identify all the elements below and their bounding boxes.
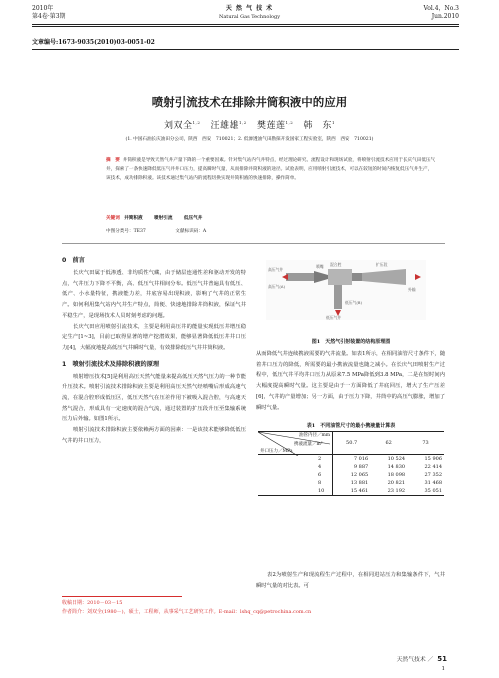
table-cell: 2 — [258, 455, 333, 464]
header-volume: 第4卷·第3期 — [32, 13, 66, 20]
abstract-rule — [62, 243, 445, 244]
table-cell: 10 524 — [387, 456, 406, 462]
table-cell: 23 192 — [387, 488, 406, 494]
keyword-2: 喷射引流 — [154, 216, 173, 221]
table-col-1: 50.7 — [346, 439, 358, 446]
author-1: 刘双全$^{1,2}$ — [163, 120, 201, 131]
footnote-received: 收稿日期：2010－03－15 — [62, 600, 123, 606]
header-rule-top — [32, 24, 459, 25]
table-row — [258, 463, 444, 471]
section-0-paragraph-2: 长庆气田应用喷射引流技术，主要是利用高压井的能量实现低压井增压稳定生产[1~3]，目前已取得显著的增产挖潜效果，能够显著降低低压井井口压力[4]，大幅度地提高低压气井瞬时气量，有效排除低压气井井筒积液。 — [62, 323, 246, 351]
fig-label-out: 外输 — [408, 287, 416, 292]
footnote-rule — [62, 596, 182, 597]
abstract-text: 井筒积液是导致天然气井产量下降的一个重要因素。针对集气站内气井特点，经过理论研究、流程设计和现场试验，将喷射引流技术应用于长庆气田低压气井，探索了一条快速降低低压气井井口压力，提高瞬时气量，从而排除井筒积液的途径。试验表明，应用喷射引流技术，可以在较短的时间内恢复低压气井生产，该技术，成功排除积液。该技术通过集气站内的流程切换实现井筒积液的快速排除，操作简单。 — [106, 158, 436, 182]
right-paragraph-2: 表2为喷射生产和现流程生产过程中，在相同进站压力和集输条件下，气井瞬时气量的对比表。可 — [256, 572, 445, 589]
table-row — [258, 487, 444, 496]
article-rule — [32, 49, 459, 50]
affiliation: (1. 中国石油长庆油田分公司，陕西 西安 710021；2. 低渗透油气田勘探开发国家工程实验室，陕西 西安 710021) — [125, 137, 374, 142]
table-cell: 9 887 — [353, 464, 369, 470]
author-list — [0, 118, 499, 131]
clc-number: 中图分类号：TE37 — [106, 229, 146, 234]
right-column-text-1 — [256, 349, 445, 413]
table-cell: 14 830 — [387, 464, 406, 470]
fig-label-hp-well: 高压气井 — [268, 267, 284, 272]
author-3: 樊莲莲$^{1,2}$ — [256, 120, 294, 131]
table-header-tubing: 油管内径／mm — [298, 433, 330, 438]
classification — [106, 228, 234, 234]
author-2: 汪雄雄$^{1,2}$ — [210, 120, 247, 131]
table-cell: 35 051 — [424, 488, 442, 494]
table-cell: 12 065 — [350, 472, 369, 478]
fig-label-lp-well: 低压气井 — [326, 315, 342, 320]
table-cell: 4 — [258, 463, 333, 471]
figure-1-ejector-diagram — [266, 260, 426, 320]
table-cell: 15 906 — [424, 456, 442, 462]
table-header-pressure: 井口压力／MPa — [260, 449, 293, 454]
header-vol-date — [423, 5, 459, 21]
article-number: 文章编号:1673-9035(2010)03-0051-02 — [32, 39, 155, 46]
journal-name-cn: 天 然 气 技 术 — [225, 5, 274, 12]
table-row — [258, 479, 444, 487]
table-1 — [258, 431, 444, 496]
figure-1-caption: 图1 天然气引射装置的结构原理图 — [311, 339, 391, 345]
ejector-svg — [266, 260, 426, 320]
fig-label-hp-gas: 高压气(A) — [268, 284, 285, 289]
footnote-author: 作者简介：刘双全(1980－)，硕士，工程师，从事采气工艺研究工作。E-mail：lshq_cq@petrochina.com.cn — [62, 609, 312, 615]
table-cell: 27 352 — [424, 472, 442, 478]
journal-footer-page: 51 — [437, 655, 447, 663]
hp-inlet-pipe — [286, 273, 314, 281]
lp-inlet-pipe — [334, 285, 342, 309]
section-1-paragraph-1: 喷射增压技术[5]是利用高压天然气能量来提高低压天然气压力的一种节能升压技术。喷射引流技术排除积液主要是利用高压天然气经喷嘴后形成高速气流，在混合腔形成低压区，低压天然气在压差作用下被吸入混合腔，与高速天然气混合，形成具有一定速度的混合气流，通过装置的扩压段升压至集输系统压力后外输。如图1所示。 — [62, 373, 246, 423]
abstract — [106, 156, 436, 184]
table-col-3: 73 — [422, 439, 429, 446]
table-header-flow: 携液流量／m³ — [294, 442, 323, 447]
keywords — [106, 215, 212, 221]
table-cell: 8 — [258, 479, 333, 487]
table-cell: 31 468 — [424, 480, 442, 486]
table-corner-cell — [258, 432, 333, 455]
journal-name-en: Natural Gas Technology — [218, 14, 281, 20]
section-0-paragraph-1: 长庆气田属于低渗透、非均质性气藏，由于储层连通性差和驱动开发的特点，气井压力下降不平衡，高、低压气井相间分布。低压气井普遍具有低压、低产、小水量特征，携液能力差，井底容易出现积液，影响了气井的正常生产。如何利用集气站内气井生产特点，简便、快速地排除井筒积液，保证气井平稳生产，是现场技术人员时刻考虑的问题。 — [62, 270, 246, 319]
table-cell: 15 461 — [350, 488, 369, 494]
right-column-text-2 — [256, 570, 445, 591]
table-cell: 18 098 — [387, 472, 406, 478]
fig-label-nozzle: 喷嘴 — [316, 264, 324, 269]
section-1-paragraph-2: 喷射引流技术排除积液主要依赖两方面的因素：一是该技术能够降低低压气井的井口压力， — [62, 427, 246, 444]
keyword-3: 低压气井 — [183, 216, 203, 221]
table-cell: 6 — [258, 471, 333, 479]
throat-shape — [352, 273, 362, 281]
keyword-1: 井筒积液 — [124, 216, 143, 221]
table-cell: 10 — [258, 487, 333, 496]
table-col-2: 62 — [385, 439, 392, 446]
left-column — [62, 255, 246, 447]
table-header-row-1 — [258, 432, 444, 454]
mixing-chamber-shape — [328, 269, 352, 285]
journal-footer-name: 天然气技术 ／ — [396, 657, 434, 663]
header-rule-bottom — [32, 26, 459, 27]
author-4: 韩 东$^1$ — [303, 120, 335, 131]
header-date-en: Jun.2010 — [431, 13, 459, 20]
paper-title: 喷射引流技术在排除井筒积液中的应用 — [151, 95, 348, 109]
table-cell: 20 821 — [387, 480, 406, 486]
fig-label-lp: 低压气(B) — [345, 300, 362, 305]
table-row — [258, 471, 444, 479]
page-number: 1 — [441, 666, 445, 672]
table-cell: 13 881 — [350, 480, 369, 486]
fig-label-diffuser: 扩压段 — [376, 262, 388, 267]
table-cell: 22 414 — [424, 464, 442, 470]
abstract-label: 摘 要 — [106, 158, 120, 163]
section-0-heading: 0 前言 — [62, 257, 85, 264]
header-vol-en: Vol.4，No.3 — [423, 5, 459, 12]
right-paragraph-1: 从而降低气井连续携液需要的气井流量。如表1所示，在相同油管尺寸条件下，随着井口压力的降低，所需要的最小携液流量也随之减小。在长庆气田喷射生产过程中，低压气井平均井口压力从原来7.5 MPa降低到3.8 MPa，二是在短时间内大幅度提高瞬时气量。这主要是由于一方面降低了井底回压，增大了生产压差[6]，气井的产量增加；另一方面，由于压力下降，井筒中的高压气膨胀，增加了瞬时气量。 — [256, 351, 445, 411]
table-1-title: 表1 不同油管尺寸的最小携液量计算表 — [306, 423, 396, 429]
fig-label-mix: 混合腔 — [330, 262, 342, 267]
header-year: 2010年 — [32, 5, 54, 12]
section-1-heading: 1 喷射引流技术及排除积液的原理 — [62, 360, 160, 368]
keywords-label: 关键词 — [106, 216, 120, 221]
journal-footer — [397, 654, 447, 663]
table-cell: 7 016 — [353, 456, 369, 462]
doc-code: 文献标识码：A — [175, 229, 207, 234]
